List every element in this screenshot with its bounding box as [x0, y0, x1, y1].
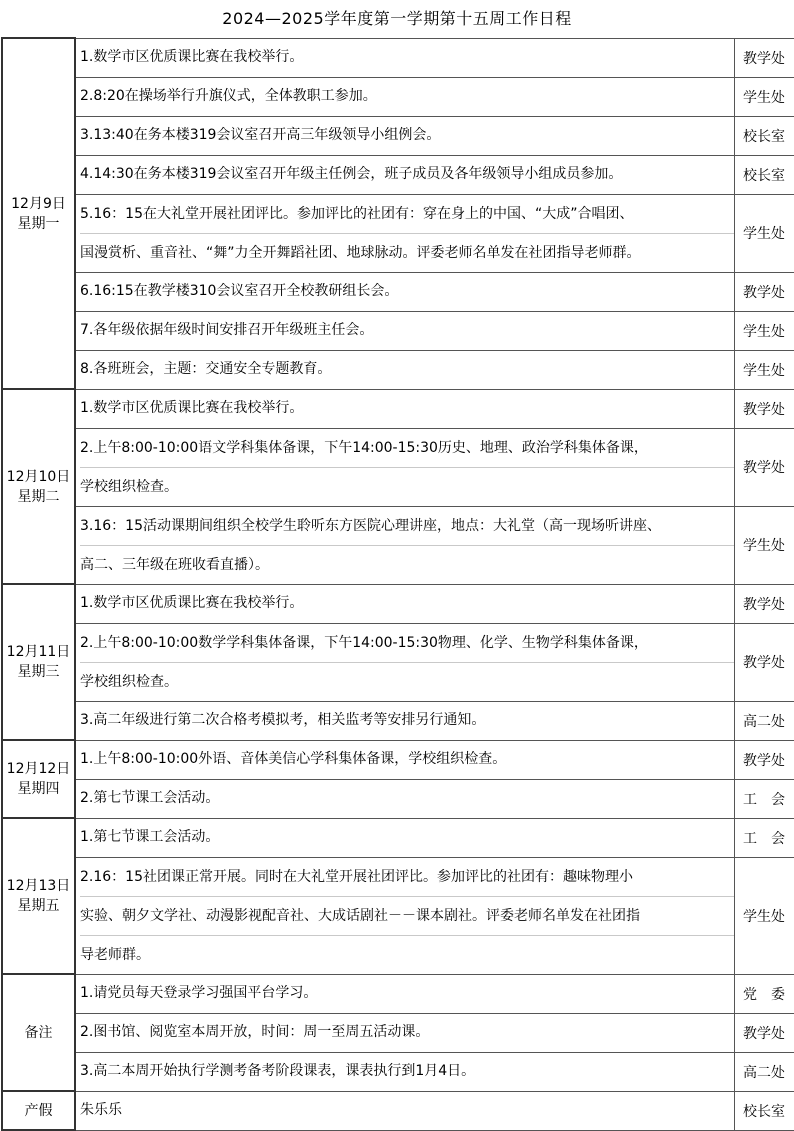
schedule-row — [2, 1052, 794, 1091]
schedule-row — [2, 701, 794, 740]
item-text-line: 7.各年级依据年级时间安排召开年级班主任会。 — [80, 321, 374, 338]
schedule-row — [2, 194, 794, 272]
dept-cell: 学生处 — [734, 311, 794, 350]
item-text-line: 朱乐乐 — [80, 1101, 122, 1118]
day-weekday: 星期三 — [17, 664, 60, 680]
schedule-row — [2, 740, 794, 779]
item-text-line: 学校组织检查。 — [80, 478, 178, 495]
item-cell — [75, 506, 734, 584]
item-cell — [75, 1091, 734, 1130]
item-cell — [75, 311, 734, 350]
day-weekday: 星期一 — [17, 215, 60, 232]
schedule-row — [2, 272, 794, 311]
dept-cell: 学生处 — [734, 194, 794, 272]
day-date: 12月12日 — [6, 761, 71, 777]
day-cell — [2, 818, 75, 974]
item-cell — [75, 428, 734, 506]
schedule-row — [2, 1091, 794, 1130]
day-cell — [2, 740, 75, 818]
day-cell — [2, 974, 75, 1091]
dept-cell: 高二处 — [734, 701, 794, 740]
schedule-row — [2, 389, 794, 428]
day-cell — [2, 38, 75, 389]
item-cell — [75, 818, 734, 857]
day-cell — [2, 1091, 75, 1130]
dept-cell: 教学处 — [734, 428, 794, 506]
dept-cell: 学生处 — [734, 77, 794, 116]
item-text-line: 1.上午8:00-10:00外语、音体美信心学科集体备课，学校组织检查。 — [80, 750, 507, 767]
item-text-line: 6.16:15在教学楼310会议室召开全校教研组长会。 — [80, 282, 399, 299]
schedule-row — [2, 506, 794, 584]
dept-cell: 学生处 — [734, 506, 794, 584]
item-cell — [75, 77, 734, 116]
dept-cell: 校长室 — [734, 116, 794, 155]
item-cell — [75, 272, 734, 311]
item-text-line: 3.高二本周开始执行学测考备考阶段课表，课表执行到1月4日。 — [80, 1062, 476, 1079]
item-text-line: 2.16：15社团课正常开展。同时在大礼堂开展社团评比。参加评比的社团有：趣味物理小 — [80, 858, 734, 897]
day-date: 12月11日 — [6, 644, 71, 660]
item-text-line: 学校组织检查。 — [80, 673, 178, 690]
schedule-row — [2, 38, 794, 77]
dept-cell: 高二处 — [734, 1052, 794, 1091]
item-text-line: 1.请党员每天登录学习强国平台学习。 — [80, 984, 318, 1001]
item-text-line: 3.16：15活动课期间组织全校学生聆听东方医院心理讲座，地点：大礼堂（高一现场听讲座、 — [80, 507, 734, 546]
item-text-line: 导老师群。 — [80, 946, 150, 963]
schedule-row — [2, 116, 794, 155]
day-date: 12月10日 — [6, 468, 71, 485]
item-cell — [75, 857, 734, 974]
item-text-line: 2.上午8:00-10:00数学学科集体备课，下午14:00-15:30物理、化学、生物学科集体备课， — [80, 624, 734, 663]
dept-cell: 教学处 — [734, 623, 794, 701]
item-text-line: 4.14:30在务本楼319会议室召开年级主任例会，班子成员及各年级领导小组成员参加。 — [80, 165, 623, 182]
day-date: 产假 — [24, 1102, 53, 1119]
item-text-line: 国漫赏析、重音社、“舞”力全开舞蹈社团、地球脉动。评委老师名单发在社团指导老师群。 — [80, 244, 641, 261]
item-text-line: 2.8:20在操场举行升旗仪式，全体教职工参加。 — [80, 87, 377, 104]
item-text-line: 高二、三年级在班收看直播）。 — [80, 556, 269, 573]
item-cell — [75, 1052, 734, 1091]
schedule-row — [2, 857, 794, 974]
schedule-row — [2, 311, 794, 350]
schedule-row — [2, 350, 794, 389]
day-cell — [2, 389, 75, 584]
item-cell — [75, 779, 734, 818]
item-text-line: 2.第七节课工会活动。 — [80, 789, 220, 806]
schedule-row — [2, 155, 794, 194]
schedule-row — [2, 584, 794, 623]
day-date: 备注 — [24, 1024, 53, 1041]
item-cell — [75, 740, 734, 779]
schedule-row — [2, 428, 794, 506]
dept-cell: 工 会 — [734, 818, 794, 857]
item-text-line: 1.数学市区优质课比赛在我校举行。 — [80, 399, 304, 416]
item-cell — [75, 1013, 734, 1052]
dept-cell: 教学处 — [734, 740, 794, 779]
dept-cell: 教学处 — [734, 584, 794, 623]
item-cell — [75, 116, 734, 155]
item-text-line: 实验、朝夕文学社、动漫影视配音社、大成话剧社－－课本剧社。评委老师名单发在社团指 — [80, 897, 734, 936]
item-cell — [75, 623, 734, 701]
item-cell — [75, 194, 734, 272]
dept-cell: 工 会 — [734, 779, 794, 818]
day-cell — [2, 584, 75, 740]
item-text-line: 5.16：15在大礼堂开展社团评比。参加评比的社团有：穿在身上的中国、“大成”合唱团、 — [80, 195, 734, 234]
item-text-line: 1.数学市区优质课比赛在我校举行。 — [80, 594, 304, 611]
dept-cell: 教学处 — [734, 389, 794, 428]
day-weekday: 星期二 — [17, 488, 60, 505]
schedule-row — [2, 779, 794, 818]
item-text-line: 3.高二年级进行第二次合格考模拟考，相关监考等安排另行通知。 — [80, 711, 486, 728]
item-text-line: 1.数学市区优质课比赛在我校举行。 — [80, 48, 304, 65]
schedule-row — [2, 974, 794, 1013]
item-text-line: 2.上午8:00-10:00语文学科集体备课，下午14:00-15:30历史、地理、政治学科集体备课， — [80, 429, 734, 468]
item-cell — [75, 974, 734, 1013]
dept-cell: 党 委 — [734, 974, 794, 1013]
day-weekday: 星期四 — [17, 781, 60, 797]
schedule-row — [2, 818, 794, 857]
dept-cell: 学生处 — [734, 857, 794, 974]
day-date: 12月9日 — [11, 195, 66, 212]
item-cell — [75, 389, 734, 428]
item-cell — [75, 584, 734, 623]
item-cell — [75, 38, 734, 77]
dept-cell: 教学处 — [734, 38, 794, 77]
item-text-line: 2.图书馆、阅览室本周开放，时间：周一至周五活动课。 — [80, 1023, 430, 1040]
day-date: 12月13日 — [6, 878, 71, 894]
item-text-line: 3.13:40在务本楼319会议室召开高三年级领导小组例会。 — [80, 126, 441, 143]
schedule-title: 2024—2025学年度第一学期第十五周工作日程 — [222, 9, 572, 28]
day-weekday: 星期五 — [17, 898, 60, 914]
schedule-row — [2, 77, 794, 116]
dept-cell: 教学处 — [734, 1013, 794, 1052]
schedule-row — [2, 1013, 794, 1052]
item-text-line: 8.各班班会，主题：交通安全专题教育。 — [80, 360, 332, 377]
schedule-row — [2, 623, 794, 701]
dept-cell: 校长室 — [734, 155, 794, 194]
dept-cell: 教学处 — [734, 272, 794, 311]
schedule-table — [1, 37, 794, 1131]
item-cell — [75, 701, 734, 740]
item-cell — [75, 350, 734, 389]
item-text-line: 1.第七节课工会活动。 — [80, 828, 220, 845]
schedule-body — [2, 38, 794, 1130]
dept-cell: 校长室 — [734, 1091, 794, 1130]
dept-cell: 学生处 — [734, 350, 794, 389]
item-cell — [75, 155, 734, 194]
